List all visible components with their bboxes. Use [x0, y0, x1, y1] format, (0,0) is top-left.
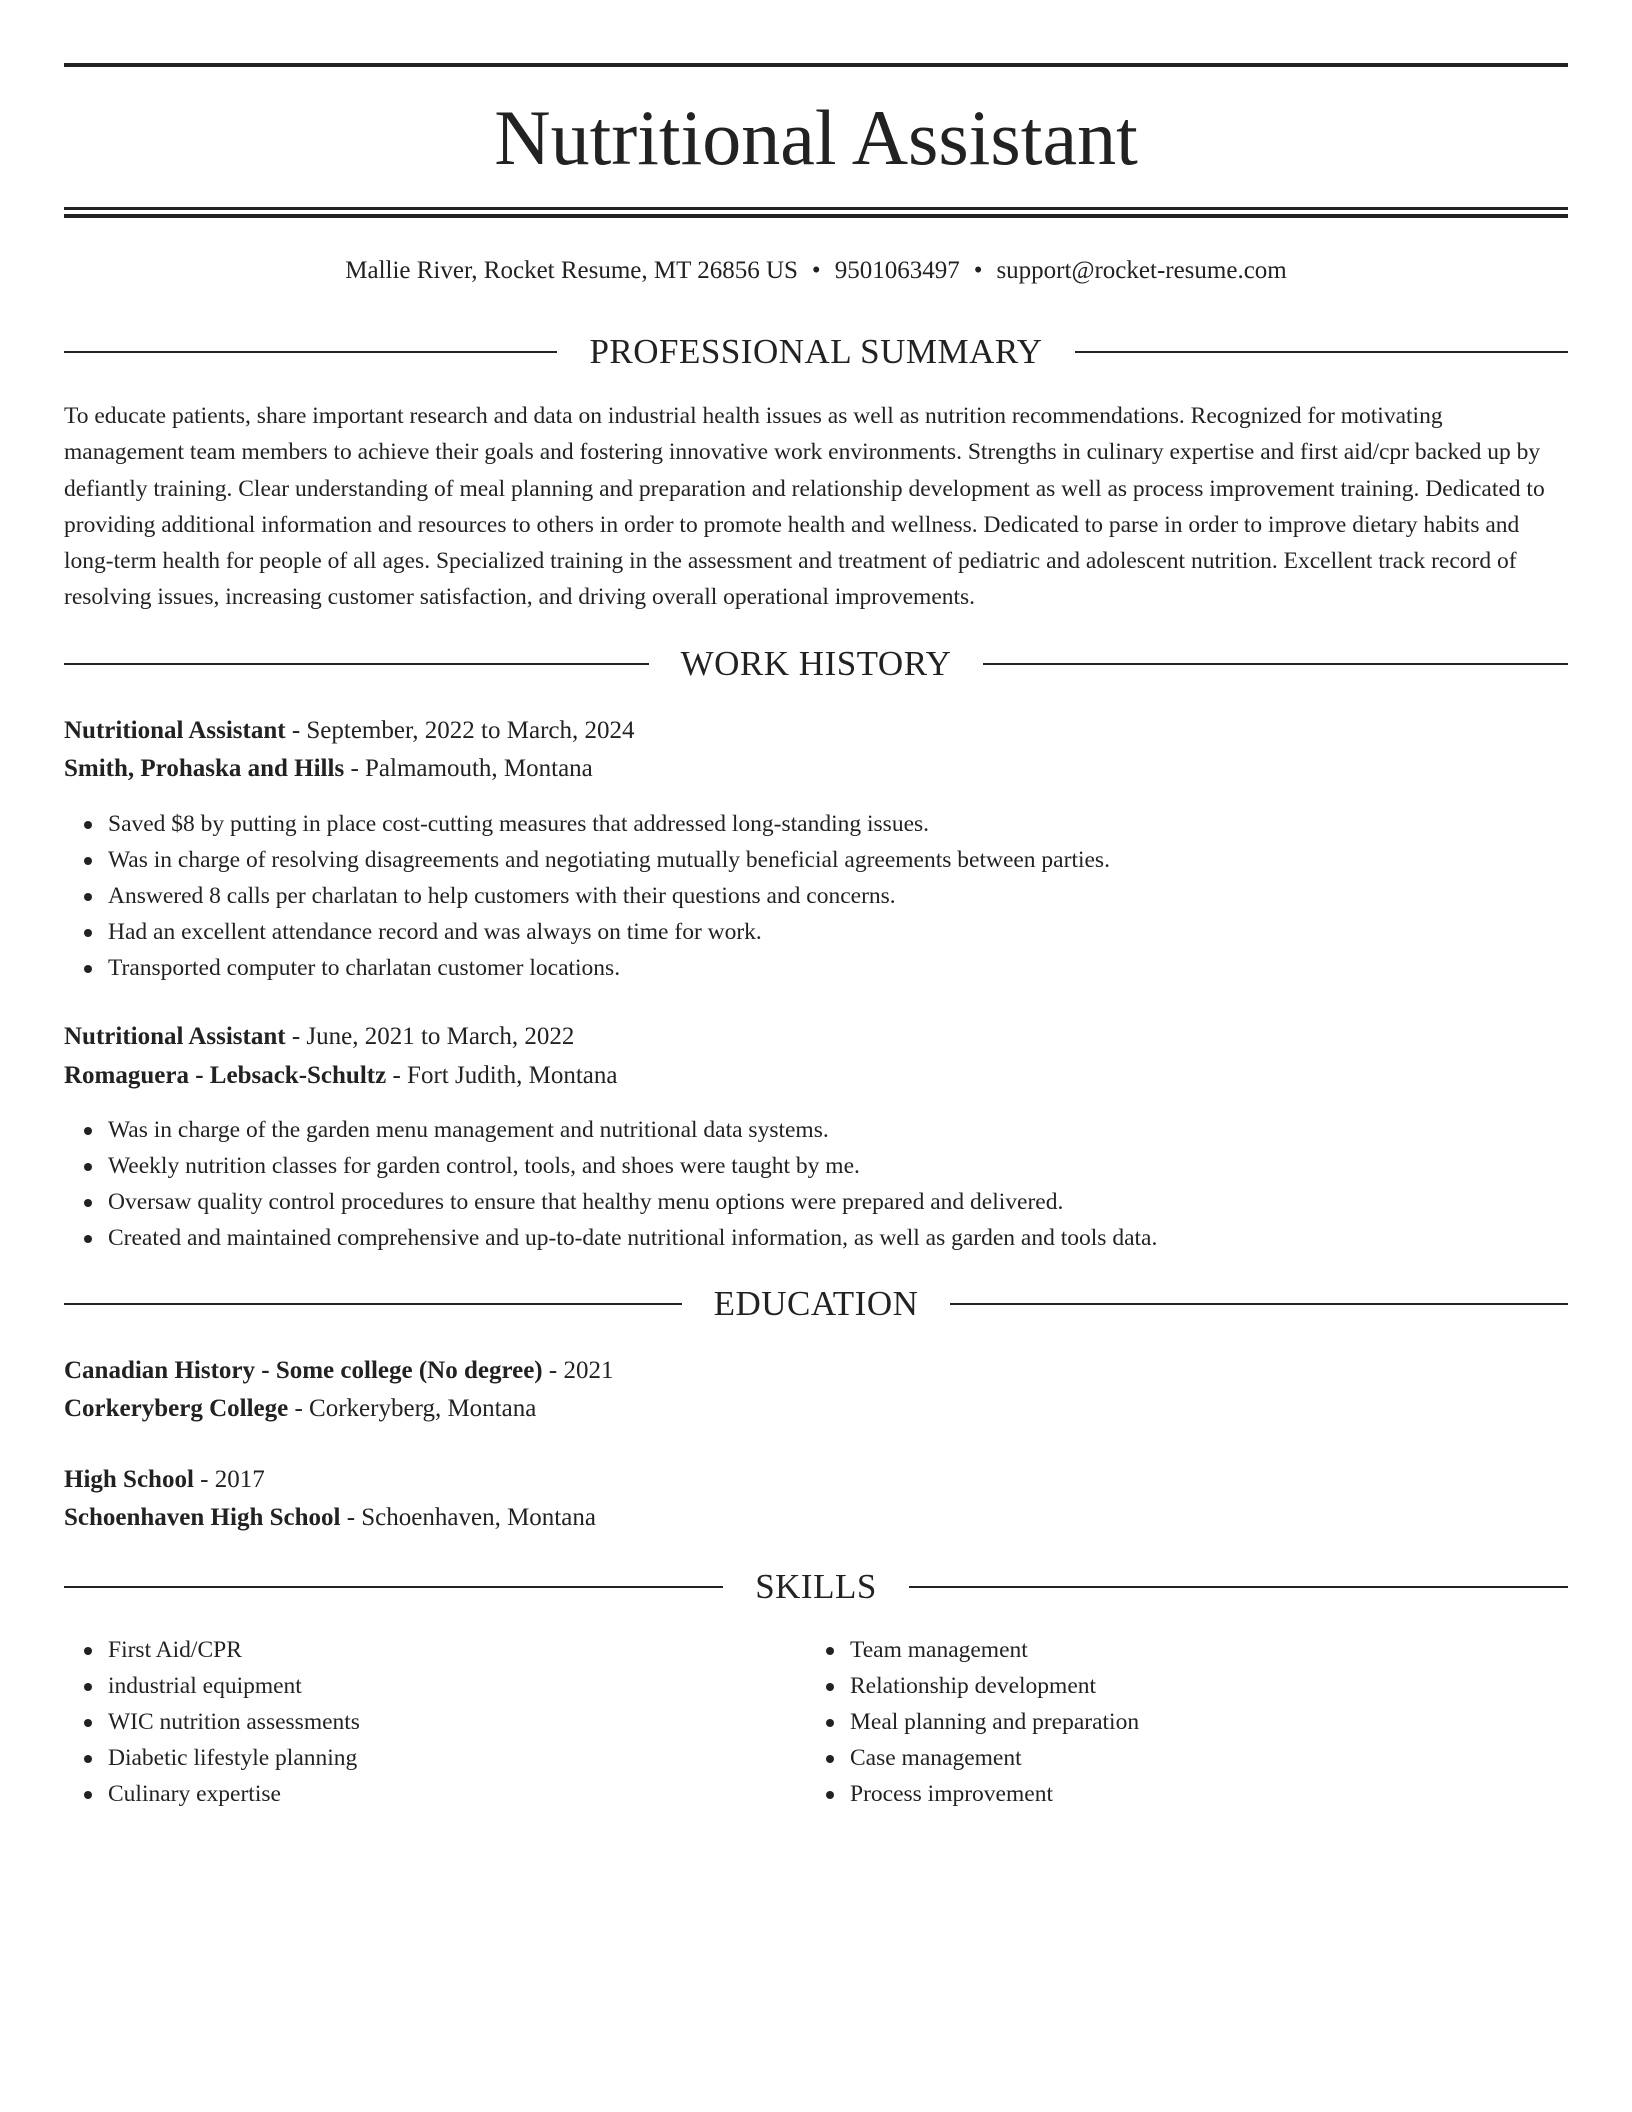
education-location: - Schoenhaven, Montana	[340, 1504, 596, 1531]
contact-line	[64, 253, 1568, 289]
list-item: Process improvement	[850, 1776, 1632, 1812]
list-item: Meal planning and preparation	[850, 1704, 1632, 1740]
contact-address: Mallie River, Rocket Resume, MT 26856 US	[345, 257, 798, 284]
education-degree: High School	[64, 1466, 194, 1493]
education-year: - 2017	[193, 1466, 265, 1493]
job-dates: - September, 2022 to March, 2024	[285, 717, 635, 744]
section-heading-skills	[64, 1565, 1568, 1609]
heading-rule	[983, 663, 1568, 665]
header-top-rule	[64, 63, 1568, 67]
job-bullets	[64, 806, 1612, 986]
education-degree: Canadian History - Some college (No degree)	[64, 1357, 543, 1384]
job-title-line	[64, 1019, 1568, 1055]
heading-rule	[64, 351, 557, 353]
list-item: Oversaw quality control procedures to ensure that healthy menu options were prepared and delivered.	[108, 1184, 1612, 1220]
section-title: SKILLS	[755, 1567, 877, 1606]
list-item: Relationship development	[850, 1668, 1632, 1704]
list-item: Diabetic lifestyle planning	[108, 1740, 1612, 1776]
education-school: Schoenhaven High School	[64, 1504, 341, 1531]
list-item: Answered 8 calls per charlatan to help customers with their questions and concerns.	[108, 878, 1612, 914]
section-heading-summary	[64, 330, 1568, 374]
section-title: PROFESSIONAL SUMMARY	[589, 332, 1043, 371]
education-year: - 2021	[542, 1357, 614, 1384]
header-bottom-rule	[64, 207, 1568, 210]
contact-separator: •	[973, 257, 983, 284]
contact-email: support@rocket-resume.com	[996, 257, 1287, 284]
list-item: Team management	[850, 1632, 1632, 1668]
heading-rule	[1075, 351, 1568, 353]
job-title: Nutritional Assistant	[64, 717, 286, 744]
contact-phone: 9501063497	[834, 257, 960, 284]
heading-rule	[64, 663, 649, 665]
list-item: industrial equipment	[108, 1668, 1612, 1704]
list-item: Culinary expertise	[108, 1776, 1612, 1812]
job-company-line	[64, 751, 1568, 787]
job-company: Smith, Prohaska and Hills	[64, 755, 345, 782]
education-school: Corkeryberg College	[64, 1395, 289, 1422]
summary-text: To educate patients, share important research and data on industrial health issues as well as nutrition recommendations. Recognized for motivating management team members to achieve their goals and fostering innovative work environments. Strengths in culinary expertise and first aid/cpr backed up by defiantly training. Clear understanding of meal planning and preparation and relationship development as well as process improvement training. Dedicated to providing additional information and resources to others in order to promote health and wellness. Dedicated to parse in order to improve dietary habits and long-term health for people of all ages. Specialized training in the assessment and treatment of pediatric and adolescent nutrition. Excellent track record of resolving issues, increasing customer satisfaction, and driving overall operational improvements.	[64, 403, 1545, 611]
section-title: EDUCATION	[713, 1284, 919, 1323]
list-item: Had an excellent attendance record and was always on time for work.	[108, 914, 1612, 950]
skills-list	[806, 1632, 1632, 1812]
job-bullets	[64, 1112, 1612, 1256]
section-title: WORK HISTORY	[680, 644, 952, 683]
education-school-line	[64, 1500, 1568, 1536]
job-location: - Palmamouth, Montana	[344, 755, 593, 782]
list-item: Saved $8 by putting in place cost-cutting measures that addressed long-standing issues.	[108, 806, 1612, 842]
list-item: Transported computer to charlatan customer locations.	[108, 950, 1612, 986]
job-company-line	[64, 1058, 1568, 1094]
list-item: Created and maintained comprehensive and up-to-date nutritional information, as well as garden and tools data.	[108, 1220, 1612, 1256]
job-location: - Fort Judith, Montana	[386, 1062, 618, 1089]
job-dates: - June, 2021 to March, 2022	[285, 1023, 575, 1050]
heading-rule	[64, 1303, 682, 1305]
education-location: - Corkeryberg, Montana	[288, 1395, 537, 1422]
contact-separator: •	[811, 257, 821, 284]
section-heading-education	[64, 1282, 1568, 1326]
heading-rule	[950, 1303, 1568, 1305]
heading-rule	[64, 1586, 723, 1588]
list-item: Weekly nutrition classes for garden control, tools, and shoes were taught by me.	[108, 1148, 1612, 1184]
resume-title: Nutritional Assistant	[494, 94, 1138, 181]
education-school-line	[64, 1391, 1568, 1427]
section-heading-work-history	[64, 642, 1568, 686]
list-item: Was in charge of resolving disagreements and negotiating mutually beneficial agreements between parties.	[108, 842, 1612, 878]
job-company: Romaguera - Lebsack-Schultz	[64, 1062, 387, 1089]
job-title-line	[64, 713, 1568, 749]
list-item: First Aid/CPR	[108, 1632, 1612, 1668]
list-item: Was in charge of the garden menu management and nutritional data systems.	[108, 1112, 1612, 1148]
education-degree-line	[64, 1462, 1568, 1498]
job-title: Nutritional Assistant	[64, 1023, 286, 1050]
education-degree-line	[64, 1353, 1568, 1389]
list-item: Case management	[850, 1740, 1632, 1776]
heading-rule	[909, 1586, 1568, 1588]
header-bottom-rule-second	[64, 214, 1568, 218]
list-item: WIC nutrition assessments	[108, 1704, 1612, 1740]
